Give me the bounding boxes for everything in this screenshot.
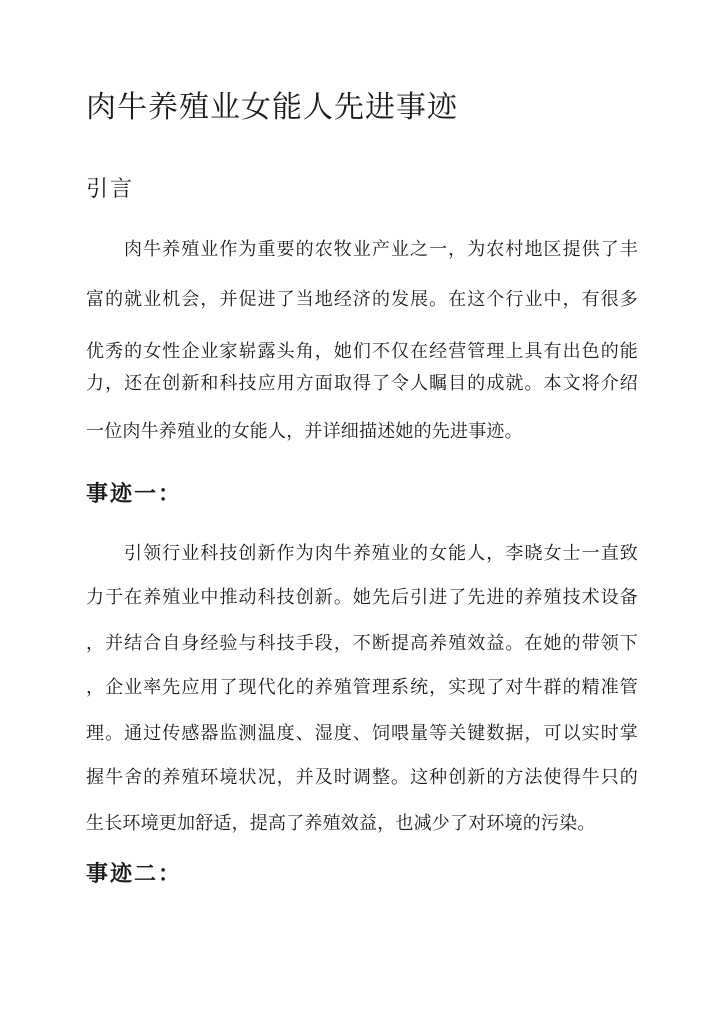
paragraph-line: 富的就业机会，并促进了当地经济的发展。在这个行业中，有很多: [86, 289, 638, 310]
paragraph-line: 肉牛养殖业作为重要的农牧业产业之一，为农村地区提供了丰: [124, 239, 638, 260]
paragraph-line: 力，还在创新和科技应用方面取得了令人瞩目的成就。本文将介绍: [86, 373, 638, 394]
section-heading-deed-two: 事迹二：: [86, 861, 183, 887]
paragraph-line: 优秀的女性企业家崭露头角，她们不仅在经营管理上具有出色的能: [86, 341, 638, 362]
document-title: 肉牛养殖业女能人先进事迹: [86, 90, 458, 125]
paragraph-line: 力于在养殖业中推动科技创新。她先后引进了先进的养殖技术设备: [86, 587, 638, 608]
paragraph-line: ，企业率先应用了现代化的养殖管理系统，实现了对牛群的精准管: [86, 677, 638, 698]
paragraph-line: 理。通过传感器监测温度、湿度、饲喂量等关键数据，可以实时掌: [86, 723, 638, 744]
paragraph-line: 引领行业科技创新作为肉牛养殖业的女能人，李晓女士一直致: [124, 543, 638, 564]
paragraph-line: 握牛舍的养殖环境状况，并及时调整。这种创新的方法使得牛只的: [86, 767, 638, 788]
section-heading-deed-one: 事迹一：: [86, 481, 183, 507]
paragraph-line: 生长环境更加舒适，提高了养殖效益，也减少了对环境的污染。: [86, 813, 596, 834]
paragraph-line: ，并结合自身经验与科技手段，不断提高养殖效益。在她的带领下: [86, 633, 638, 654]
section-heading-introduction: 引言: [86, 177, 135, 202]
paragraph-line: 一位肉牛养殖业的女能人，并详细描述她的先进事迹。: [86, 421, 523, 442]
